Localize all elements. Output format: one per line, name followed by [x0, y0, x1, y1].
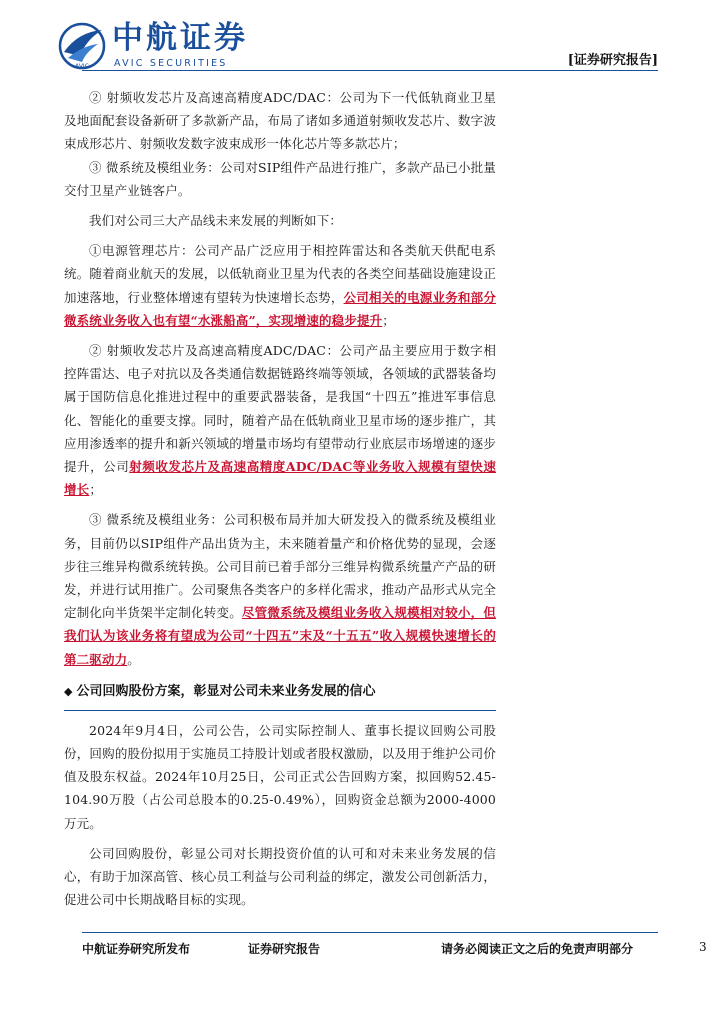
paragraph-judgment-intro: 我们对公司三大产品线未来发展的判断如下：: [89, 213, 343, 229]
page-header: [0, 0, 724, 84]
footer-report-type: 证券研究报告: [248, 942, 321, 956]
power-highlight: 公司相关的电源业务和部分微系统业务收入也有望“水涨船高”，实现增速的稳步提升: [64, 289, 496, 328]
paragraph-buyback-significance: 公司回购股份，彰显公司对长期投资价值的认可和对未来业务发展的信心，有助于加深高管、核心员工利益与公司利益的绑定，激发公司创新活力，促进公司中长期战略目标的实现。: [64, 845, 496, 908]
header-divider: [82, 70, 658, 71]
main-content: [64, 86, 496, 912]
page-number: 3: [699, 940, 707, 954]
paragraph-rf-chips: ② 射频收发芯片及高速高精度ADC/DAC：公司为下一代低轨商业卫星及地面配套设备新研了多款新产品，布局了诸如多通道射频收发芯片、数字波束成形芯片、射频收发数字波束成形一体化芯片等多款芯片；: [64, 90, 496, 152]
section-title-buyback: [64, 681, 496, 711]
paragraph-power-management: [64, 239, 496, 332]
svg-text:AVIC: AVIC: [75, 63, 89, 70]
footer-publisher: 中航证券研究所发布: [82, 942, 191, 956]
footer-disclaimer: 请务必阅读正文之后的免责声明部分: [441, 942, 634, 956]
paragraph-rf-outlook: [64, 339, 496, 501]
logo-chinese-name: 中航证券: [112, 20, 248, 56]
power-text: ①电源管理芯片：公司产品广泛应用于相控阵雷达和各类航天供配电系统。随着商业航天的发展，以低轨商业卫星为代表的各类空间基础设施建设正加速落地，行业整体增速有望转为快速增长态势，: [64, 243, 496, 305]
rf-highlight: 射频收发芯片及高速高精度ADC/DAC等业务收入规模有望快速增长: [64, 459, 496, 498]
avic-wing-icon: [58, 22, 106, 70]
paragraph-microsystem-outlook: [64, 508, 496, 670]
micro-highlight: 尽管微系统及模组业务收入规模相对较小，但我们认为该业务将有望成为公司“十四五”末及“十五五”收入规模快速增长的第二驱动力: [64, 605, 496, 667]
logo-english-name: AVIC SECURITIES: [114, 58, 228, 69]
diamond-bullet-icon: ◆: [64, 684, 73, 698]
paragraph-buyback-plan: 2024年9月4日，公司公告，公司实际控制人、董事长提议回购公司股份，回购的股份拟用于实施员工持股计划或者股权激励，以及用于维护公司价值及股东权益。2024年10月25日，公司正式公告回购方案，拟回购52.45-104.90万股（占公司总股本的0.25-0.49%），回购资金总额为2000-4000万元。: [64, 722, 496, 831]
power-end: ；: [382, 312, 395, 328]
company-logo: [58, 20, 258, 72]
section-title-text: 公司回购股份方案，彰显对公司未来业务发展的信心: [76, 683, 376, 699]
report-type-tag: [证券研究报告]: [567, 53, 658, 68]
footer-divider: [82, 932, 658, 933]
rf-end: ；: [89, 482, 102, 498]
rf-text: ② 射频收发芯片及高速高精度ADC/DAC：公司产品主要应用于数字相控阵雷达、电子对抗以及各类通信数据链路终端等领域，各领域的武器装备均属于国防信息化推进过程中的重要武器装备，是我国“十四五”推进军事信息化、智能化的重要支撑。同时，随着产品在低轨商业卫星市场的逐步推广，其应用渗透率的提升和新兴领域的增量市场均有望带动行业底层市场增速的逐步提升，公司: [64, 343, 496, 475]
paragraph-microsystem: ③ 微系统及模组业务：公司对SIP组件产品进行推广，多款产品已小批量交付卫星产业链客户。: [64, 159, 496, 198]
micro-end: 。: [127, 651, 140, 667]
page-footer: [0, 932, 724, 972]
micro-text: ③ 微系统及模组业务：公司积极布局并加大研发投入的微系统及模组业务，目前仍以SIP组件产品出货为主，未来随着量产和价格优势的显现，会逐步往三维异构微系统转换。公司目前已着手部分三维异构微系统量产产品的研发，并进行试用推广。公司聚焦各类客户的多样化需求，推动产品形式从完全定制化向半货架半定制化转变。: [64, 512, 496, 621]
